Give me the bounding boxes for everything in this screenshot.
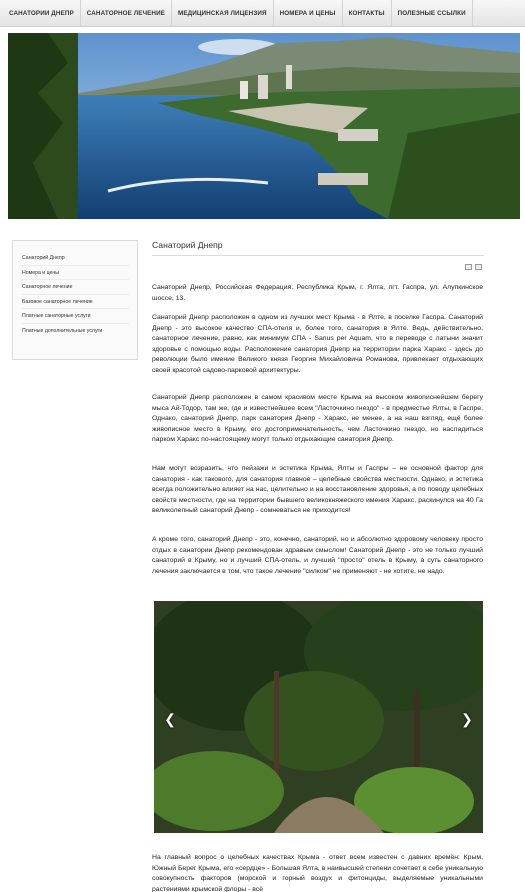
nav-item-rooms-prices[interactable]: НОМЕРА И ЦЕНЫ (274, 0, 343, 27)
nav-item-useful-links[interactable]: ПОЛЕЗНЫЕ ССЫЛКИ (392, 0, 473, 27)
article-paragraph: Санаторий Днепр расположен в самом красивом месте Крыма на высоком живописнейшем берегу мыса Ай-Тодор, там же, где и известнейшее всем "Ласточкино гнездо" - в предместье Ялты, в Гаспре. Однако, санаторий Днепр, парк санатория Днепр - Харакс, не менее, а на наш взгляд, ещё более живописное место в Крыму, его достопримечательность, чем Ласточкино гнездо, но насладиться парком Харакс по-настоящему могут только отдыхающие санатория Днепр. (152, 394, 483, 444)
nav-item-license[interactable]: МЕДИЦИНСКАЯ ЛИЦЕНЗИЯ (172, 0, 274, 27)
sidebar-item-paid-services[interactable]: Платные санаторные услуги (22, 309, 129, 324)
sidebar-item-basic-treatment[interactable]: Базовое санаторное лечение (22, 295, 129, 310)
sidebar-item-rooms-prices[interactable]: Номера и цены (22, 266, 129, 281)
sidebar-item-sanatorium[interactable]: Санаторий Днепр (22, 251, 129, 266)
sidebar-item-treatment[interactable]: Санаторное лечение (22, 280, 129, 295)
article-paragraph: Нам могут возразить, что пейзажи и эстетика Крыма, Ялты и Гаспры – не основной фактор для санатория - как такового, для санатория главное – целебные свойства местности. Однако, и эстетика всегда положительно влияет на нас, целительно и на восстановление здоровья, а по поводу целебных свойств местности, где на территории бывшего великокняжеского имения Харакс, раскинулся на 40 Га великолепный санаторий Днепр - сомневаться не приходится! (152, 465, 483, 515)
hero-banner-image (8, 33, 520, 219)
article-tools (465, 264, 482, 270)
nav-item-contacts[interactable]: КОНТАКТЫ (343, 0, 392, 27)
nav-item-treatment[interactable]: САНАТОРНОЕ ЛЕЧЕНИЕ (81, 0, 172, 27)
page-title: Санаторий Днепр (152, 240, 484, 256)
top-navigation (0, 0, 525, 27)
article-content (152, 240, 484, 892)
sidebar-item-paid-extra-services[interactable]: Платные дополнительные услуги (22, 327, 103, 334)
arrow-right-icon[interactable]: ❯ (461, 711, 473, 727)
print-icon[interactable] (465, 264, 472, 270)
park-photo-slider (154, 601, 483, 833)
nav-item-sanatorium[interactable]: САНАТОРИИ ДНЕПР (0, 0, 81, 27)
arrow-left-icon[interactable]: ❮ (164, 711, 176, 727)
article-paragraph: Санаторий Днепр, Российская Федерация, Республика Крым, г. Ялта, пгт. Гаспра, ул. Алупкинское шоссе, 13. (152, 284, 483, 302)
email-icon[interactable] (475, 264, 482, 270)
article-paragraph: А кроме того, санаторий Днепр - это, конечно, санаторий, но и абсолютно здоровому человеку просто отдых в санатории Днепр рекомендован здравым смыслом! Санаторий Днепр - это не только лучший санаторий в Крыму, но и лучший СПА-отель, и лучший "просто" отель в Крыму, а суть санаторного лечения заключается в том, что такое лечение "силком" не применяют - не хотите, не надо. (152, 536, 483, 575)
article-paragraph: Санаторий Днепр расположен в одном из лучших мест Крыма - в Ялте, в поселке Гаспра. Санаторий Днепр - это высокое качество СПА-отеля и, более того, санатория в Ялте. Ведь, действительно, санаторное лечение, равно, как минимум СПА - Sanus per Aquam, что в переводе с латыни значит здоровье с помощью воды. Расположение санатория Днепр на территории парка Харакс - здесь до революции было имение Великого князя Георгия Михайловича Романова, привлекает отдыхающих своей красотой садово-парковой архитектуры. (152, 314, 483, 374)
article-paragraph: На главный вопрос о целебных качествах Крыма - ответ всем известен с давних времён: Крым, Южный Берег Крыма, его «сердце» - Большая Ялта, в наивысшей степени сочетает в себе уникальную совокупность факторов (морской и горный воздух и фитонциды, выделяемые уникальными растениями крымской флоры - всё (152, 854, 483, 892)
sidebar-menu (12, 240, 138, 360)
